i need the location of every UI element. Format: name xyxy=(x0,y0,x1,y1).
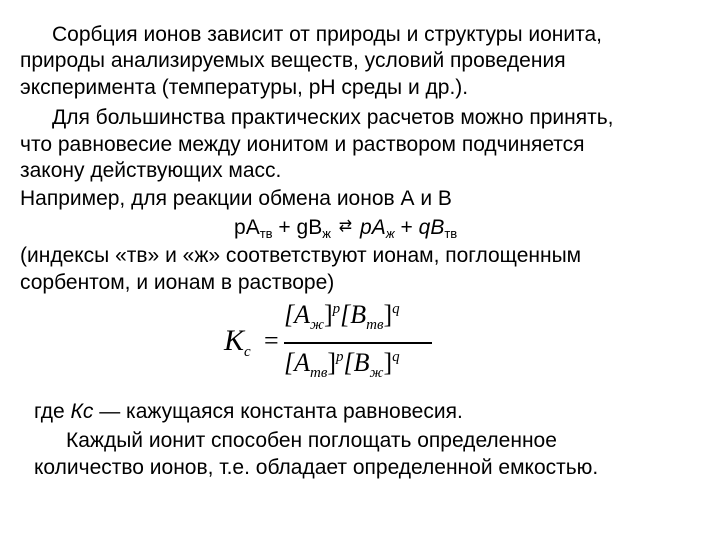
paragraph2-line1: Для большинства практических расчетов можно принять, xyxy=(52,106,614,129)
reaction-rhs-sub-zh: ж xyxy=(385,226,395,241)
paragraph1-line1: Сорбция ионов зависит от природы и структуры ионита, xyxy=(52,23,603,46)
paragraph1-line2: природы анализируемых веществ, условий проведения xyxy=(20,49,566,72)
definition-suffix: — кажущаяся константа равновесия. xyxy=(93,400,463,423)
formula-equals: = xyxy=(264,326,279,355)
definition-symbol: Кс xyxy=(70,400,94,423)
equilibrium-constant-formula xyxy=(224,300,434,390)
reaction-rhs-a: A xyxy=(371,216,386,239)
reaction-rhs-q: q xyxy=(418,216,431,239)
reaction-coef-p: p xyxy=(234,216,246,239)
reaction-rhs-p: p xyxy=(360,216,372,239)
formula-denominator: $[A_{тв}]^p[B_ж]^q$ xyxy=(284,348,400,381)
paragraph2-line3: закону действующих масс. xyxy=(20,159,282,182)
definition-prefix: где xyxy=(34,400,71,423)
paragraph2-line2: что равновесие между ионитом и раствором подчиняется xyxy=(20,133,585,156)
reaction-coef-g: g xyxy=(296,216,309,239)
reaction-rhs-b: B xyxy=(430,216,445,239)
reaction-ion-a: A xyxy=(245,216,260,239)
example-intro: Например, для реакции обмена ионов А и В xyxy=(20,187,452,210)
reaction-rhs-plus: + xyxy=(400,216,413,239)
reaction-sub-tv: тв xyxy=(259,226,273,241)
paragraph3-line2: количество ионов, т.е. обладает определенной емкостью. xyxy=(34,456,599,479)
reaction-plus: + xyxy=(278,216,291,239)
index-note-line1: (индексы «тв» и «ж» соответствуют ионам, поглощенным xyxy=(20,244,582,267)
reaction-rhs-sub-tv: тв xyxy=(444,226,458,241)
index-note-line2: сорбентом, и ионам в растворе) xyxy=(20,271,335,294)
fraction-bar xyxy=(284,342,432,344)
paragraph1-line3: эксперимента (температуры, рН среды и др.). xyxy=(20,76,469,99)
reaction-ion-b: B xyxy=(308,216,323,239)
formula-lhs: $K_c$ xyxy=(224,324,251,360)
paragraph3-line1: Каждый ионит способен поглощать определенное xyxy=(66,429,557,452)
formula-numerator: $[A_ж]^p[B_{тв}]^q$ xyxy=(284,300,400,333)
definition-line xyxy=(34,399,463,425)
reaction-sub-zh: ж xyxy=(322,226,331,241)
equilibrium-arrow-icon: ⇄ xyxy=(338,218,353,235)
